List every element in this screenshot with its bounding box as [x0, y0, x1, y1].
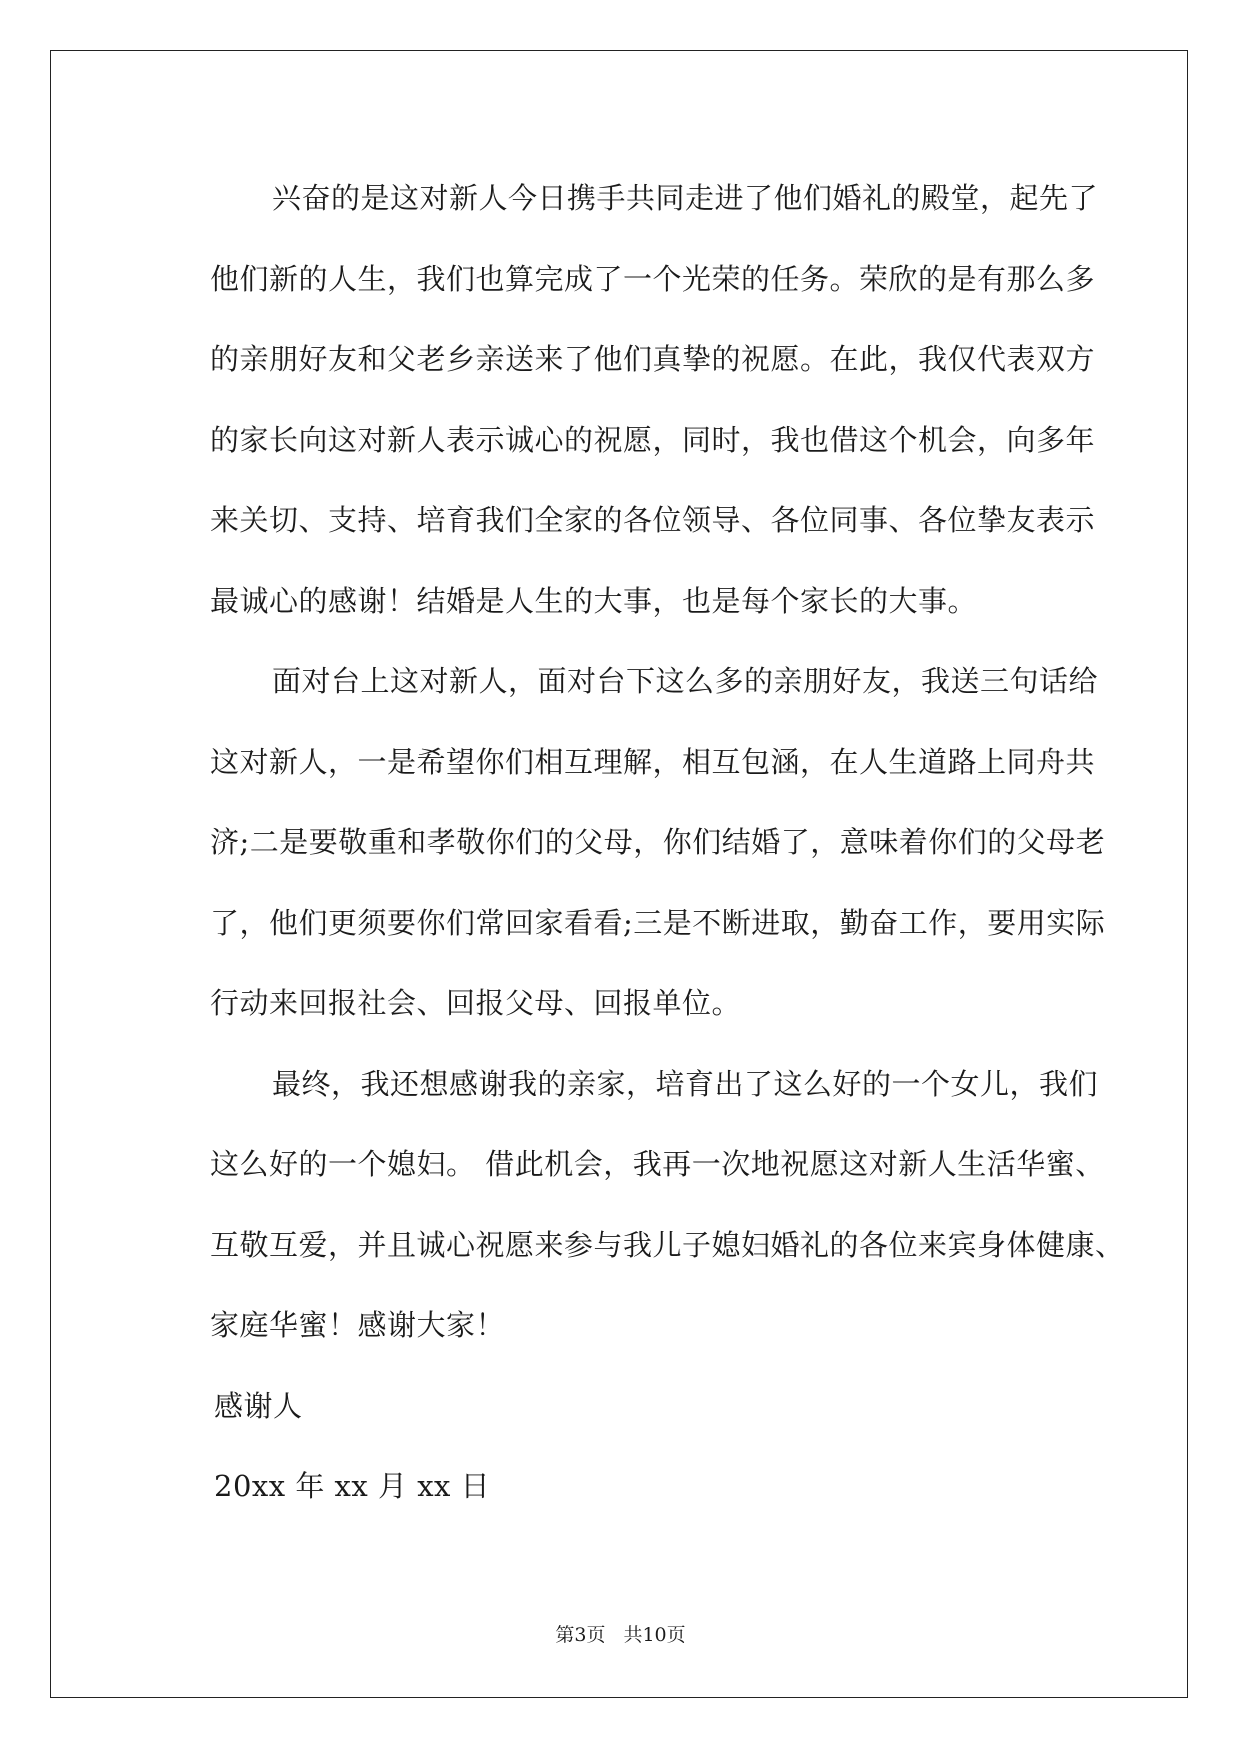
paragraph-1: [152, 158, 1099, 641]
text-line: 他们新的人生，我们也算完成了一个光荣的任务。荣欣的是有那么多: [210, 261, 1096, 296]
text-line: 面对台上这对新人，面对台下这么多的亲朋好友，我送三句话给: [272, 664, 1099, 698]
page-number: 第3页: [555, 1624, 606, 1646]
paragraph-2: [152, 641, 1106, 1044]
text-line: 了，他们更须要你们常回家看看;三是不断进取，勤奋工作，要用实际: [210, 905, 1106, 940]
text-line: 济;二是要敬重和孝敬你们的父母，你们结婚了，意味着你们的父母老: [210, 825, 1106, 859]
text-line: 这么好的一个媳妇。 借此机会，我再一次地祝愿这对新人生活华蜜、: [210, 1147, 1105, 1181]
text-line: 互敬互爱，并且诚心祝愿来参与我儿子媳妇婚礼的各位来宾身体健康、: [210, 1227, 1125, 1262]
text-line: 行动来回报社会、回报父母、回报单位。: [210, 986, 742, 1020]
text-line: 最诚心的感谢！结婚是人生的大事，也是每个家长的大事。: [210, 583, 978, 618]
text-line: 最终，我还想感谢我的亲家，培育出了这么好的一个女儿，我们: [272, 1066, 1099, 1101]
page-footer: [0, 1620, 1241, 1647]
text-line: 这对新人，一是希望你们相互理解，相互包涵，在人生道路上同舟共: [210, 744, 1096, 779]
text-line: 来关切、支持、培育我们全家的各位领导、各位同事、各位挚友表示: [210, 503, 1096, 537]
text-line: 的亲朋好友和父老乡亲送来了他们真挚的祝愿。在此，我仅代表双方: [210, 342, 1096, 376]
text-line: 的家长向这对新人表示诚心的祝愿，同时，我也借这个机会，向多年: [210, 422, 1096, 457]
page-total: 共10页: [623, 1624, 686, 1646]
letter-body: [152, 158, 1125, 1527]
paragraph-3: [152, 1044, 1125, 1366]
text-line: 家庭华蜜！感谢大家！: [210, 1308, 506, 1342]
letter-date: 20xx 年 xx 月 xx 日: [214, 1469, 491, 1503]
signature: 感谢人: [214, 1388, 303, 1423]
text-line: 兴奋的是这对新人今日携手共同走进了他们婚礼的殿堂，起先了: [272, 181, 1099, 215]
